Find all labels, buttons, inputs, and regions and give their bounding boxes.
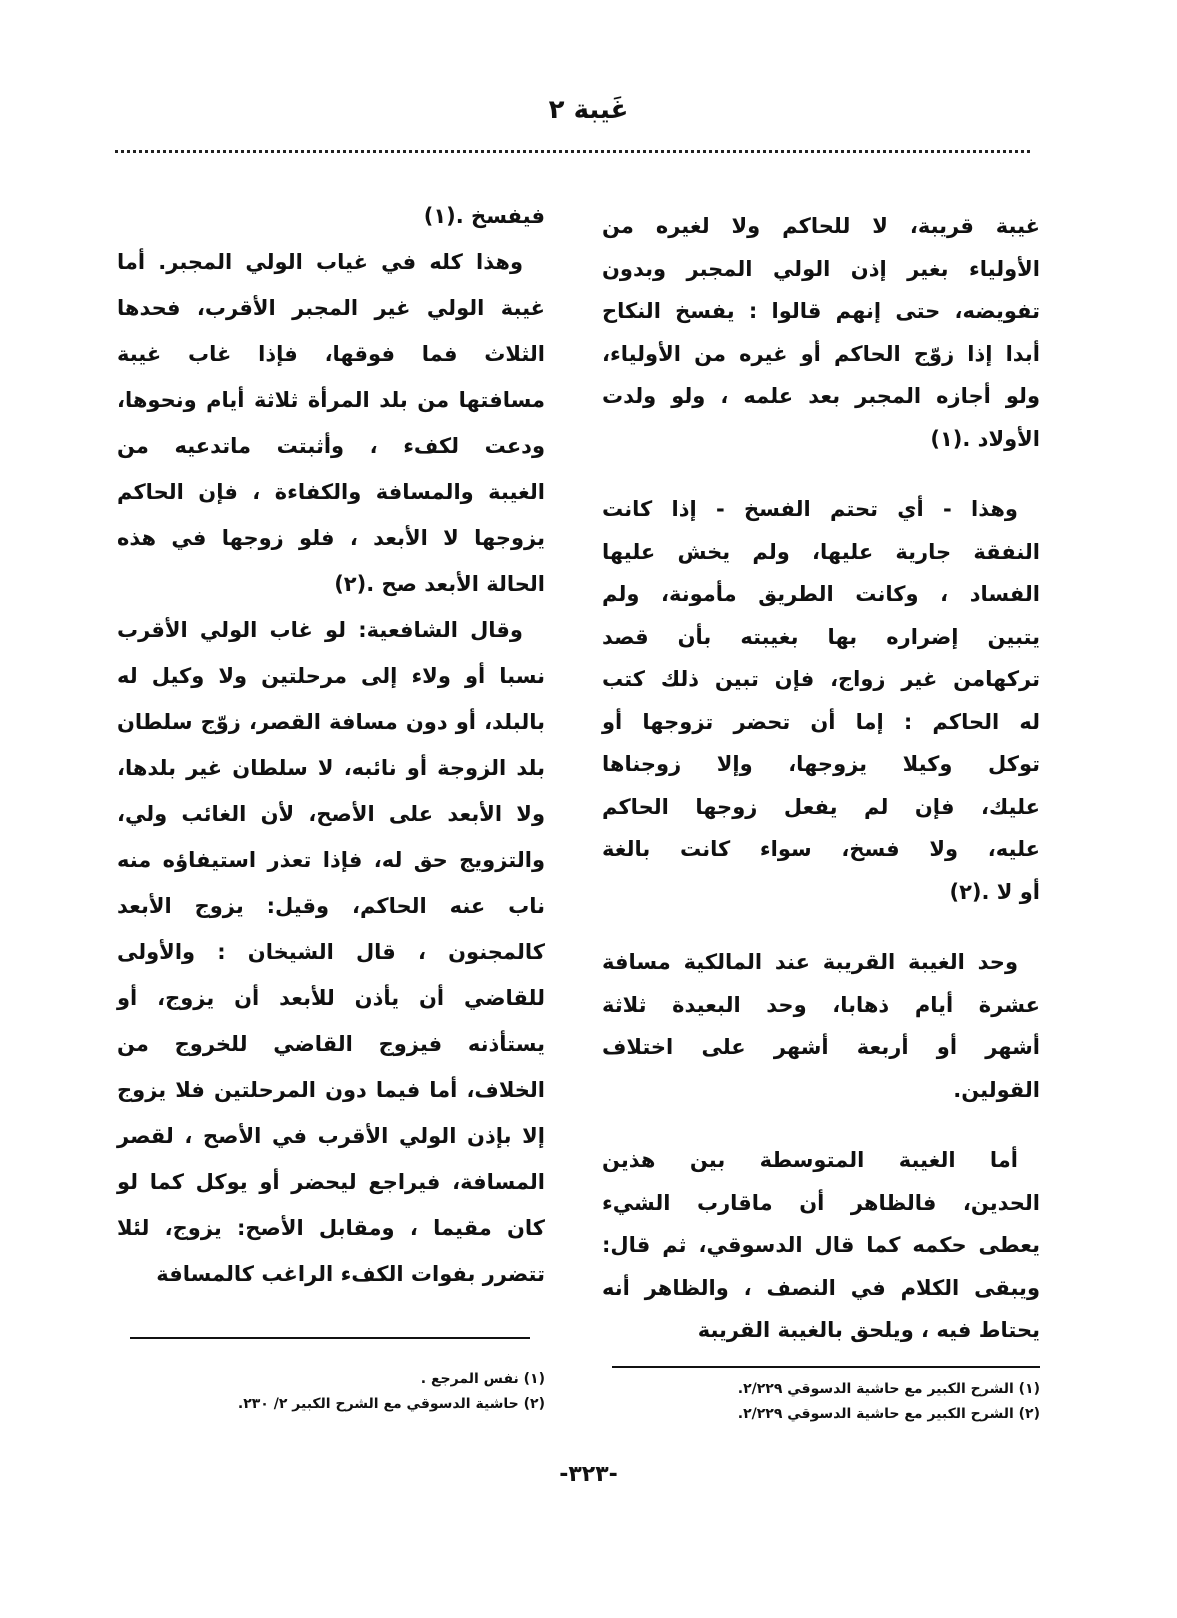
text-line: النفقة جارية عليها، ولم يخش عليها [602,539,1040,564]
paragraph [602,941,1040,1111]
text-line: توكل وكيلا يزوجها، وإلا زوجناها [602,752,1040,776]
right-text-column [602,205,1040,1380]
text-line: الأولياء بغير إذن الولي المجبر وبدون [602,256,1040,281]
text-line: وحد الغيبة القريبة عند المالكية مسافة [602,950,1018,974]
text-line: المسافة، فيراجع ليحضر أو يوكل كما لو [117,1170,545,1194]
text-line: يزوجها لا الأبعد ، فلو زوجها في هذه [117,526,545,550]
header-dotted-divider [115,150,1030,153]
text-line: عليه، ولا فسخ، سواء كانت بالغة [602,837,1040,861]
text-line: والتزويج حق له، فإذا تعذر استيفاؤه منه [117,848,545,872]
text-line: ولو أجازه المجبر بعد علمه ، ولو ولدت [602,384,1040,408]
text-line: تتضرر بفوات الكفء الراغب كالمسافة [156,1262,545,1286]
footnote: (٢) الشرح الكبير مع حاشية الدسوقي ٢/٢٢٩. [737,1406,1040,1422]
right-footnotes [738,1377,1040,1427]
page-number: -٣٢٣- [559,1462,618,1487]
text-line: الخلاف، أما فيما دون المرحلتين فلا يزوج [117,1078,545,1102]
text-line: القولين. [953,1077,1040,1102]
text-line: الأولاد .(١) [930,426,1040,451]
text-line: وهذا كله في غياب الولي المجبر. أما [117,250,523,274]
text-line: الغيبة والمسافة والكفاءة ، فإن الحاكم [117,480,545,504]
text-line: وهذا - أي تحتم الفسخ - إذا كانت [602,497,1018,521]
text-line: مسافتها من بلد المرأة ثلاثة أيام ونحوها، [117,388,545,412]
text-line: الثلاث فما فوقها، فإذا غاب غيبة [117,342,545,366]
text-line: نسبا أو ولاء إلى مرحلتين ولا وكيل له [117,664,545,688]
text-line: يعطى حكمه كما قال الدسوقي، ثم قال: [602,1233,1040,1257]
text-line: كالمجنون ، قال الشيخان : والأولى [117,940,545,964]
text-line: إلا بإذن الولي الأقرب في الأصح ، لقصر [117,1124,545,1148]
paragraph [602,205,1040,460]
left-footnotes [238,1367,545,1417]
text-line: بالبلد، أو دون مسافة القصر، زوّج سلطان [117,710,545,734]
text-line: عشرة أيام ذهابا، وحد البعيدة ثلاثة [602,992,1040,1017]
footnote: (١) نفس المرجع . [420,1371,545,1387]
text-line: يحتاط فيه ، ويلحق بالغيبة القريبة [697,1318,1040,1342]
text-line: غيبة الولي غير المجبر الأقرب، فحدها [117,296,545,320]
text-line: كان مقيما ، ومقابل الأصح: يزوج، لئلا [117,1216,545,1240]
running-header: غَيبة ٢ [548,95,629,125]
text-line: ودعت لكفء ، وأثبتت ماتدعيه من [117,434,545,458]
text-line: فيفسخ .(١) [423,204,545,228]
text-line: تفويضه، حتى إنهم قالوا : يفسخ النكاح [602,299,1040,323]
paragraph [117,607,545,1297]
paragraph [117,193,545,239]
left-text-column [117,193,545,1297]
paragraph [602,488,1040,913]
text-line: يتبين إضراره بها بغيبته بأن قصد [602,624,1040,649]
text-line: الحالة الأبعد صح .(٢) [334,572,545,596]
text-line: غيبة قريبة، لا للحاكم ولا لغيره من [602,214,1040,238]
text-line: الحدين، فالظاهر أن ماقارب الشيء [602,1190,1040,1215]
text-line: تركهامن غير زواج، فإن تبين ذلك كتب [602,667,1040,691]
text-line: بلد الزوجة أو نائبه، لا سلطان غير بلدها، [117,756,545,780]
text-line: الفساد ، وكانت الطريق مأمونة، ولم [602,582,1040,606]
text-line: أما الغيبة المتوسطة بين هذين [602,1148,1018,1172]
text-line: عليك، فإن لم يفعل زوجها الحاكم [602,794,1040,819]
footnote: (٢) حاشية الدسوقي مع الشرح الكبير ٢/ ٢٣٠. [237,1396,545,1412]
text-line: ويبقى الكلام في النصف ، والظاهر أنه [602,1275,1040,1300]
text-line: وقال الشافعية: لو غاب الولي الأقرب [117,618,523,642]
right-footnote-rule [612,1366,1040,1368]
text-line: يستأذنه فيزوج القاضي للخروج من [117,1032,545,1056]
text-line: له الحاكم : إما أن تحضر تزوجها أو [602,709,1040,734]
text-line: للقاضي أن يأذن للأبعد أن يزوج، أو [117,986,545,1010]
text-line: أو لا .(٢) [949,879,1040,904]
text-line: ناب عنه الحاكم، وقيل: يزوج الأبعد [117,894,545,918]
text-line: أشهر أو أربعة أشهر على اختلاف [602,1035,1040,1059]
left-footnote-rule [130,1337,530,1339]
paragraph [117,239,545,607]
text-line: أبدا إذا زوّج الحاكم أو غيره من الأولياء، [602,341,1040,366]
footnote: (١) الشرح الكبير مع حاشية الدسوقي ٢/٢٢٩. [737,1381,1040,1397]
paragraph [602,1139,1040,1352]
text-line: ولا الأبعد على الأصح، لأن الغائب ولي، [117,802,545,826]
